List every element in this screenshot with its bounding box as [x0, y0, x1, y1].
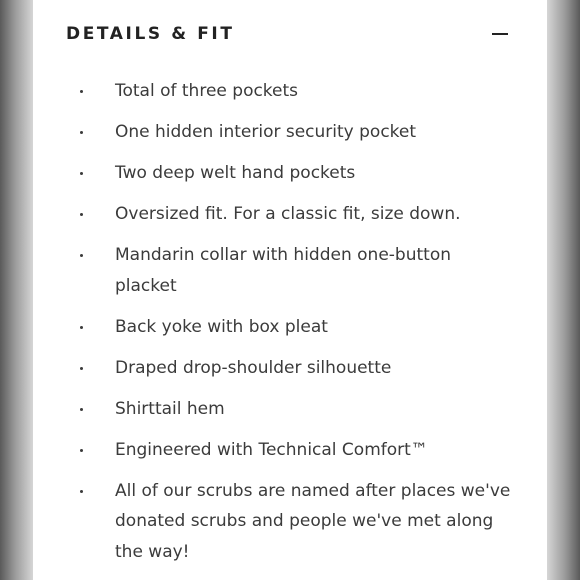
feature-text: Total of three pockets	[115, 81, 299, 101]
bullet-icon	[80, 254, 83, 257]
feature-text: Shirttail hem	[115, 398, 225, 419]
bullet-icon	[80, 367, 83, 370]
feature-text: Oversized fit. For a classic fit, size down.	[115, 204, 461, 224]
list-item	[77, 240, 517, 301]
bullet-icon	[80, 213, 83, 216]
feature-list	[77, 76, 517, 578]
list-item	[77, 312, 517, 343]
list-item	[77, 476, 517, 568]
minus-icon[interactable]	[492, 33, 508, 35]
left-frame-edge	[0, 0, 33, 580]
section-title: DETAILS & FIT	[66, 24, 235, 44]
bullet-icon	[80, 326, 83, 329]
list-item	[77, 435, 517, 466]
list-item	[77, 76, 517, 107]
feature-text: Two deep welt hand pockets	[115, 163, 356, 183]
details-fit-accordion-header[interactable]	[66, 22, 508, 46]
feature-text: Draped drop-shoulder silhouette	[115, 357, 392, 378]
bullet-icon	[80, 408, 83, 411]
bullet-icon	[80, 131, 83, 134]
feature-text: All of our scrubs are named after places we've donated scrubs and people we've met along the way!	[115, 480, 511, 562]
bullet-icon	[80, 90, 83, 93]
bullet-icon	[80, 449, 83, 452]
list-item	[77, 199, 517, 230]
details-panel	[33, 0, 547, 580]
list-item	[77, 117, 517, 148]
feature-text: Mandarin collar with hidden one-button placket	[115, 245, 451, 296]
feature-text: Engineered with Technical Comfort™	[115, 439, 428, 460]
bullet-icon	[80, 172, 83, 175]
list-item	[77, 394, 517, 425]
right-frame-edge	[547, 0, 580, 580]
list-item	[77, 158, 517, 189]
feature-text: One hidden interior security pocket	[115, 122, 417, 142]
list-item	[77, 353, 517, 384]
bullet-icon	[80, 490, 83, 493]
feature-text: Back yoke with box pleat	[115, 316, 328, 337]
